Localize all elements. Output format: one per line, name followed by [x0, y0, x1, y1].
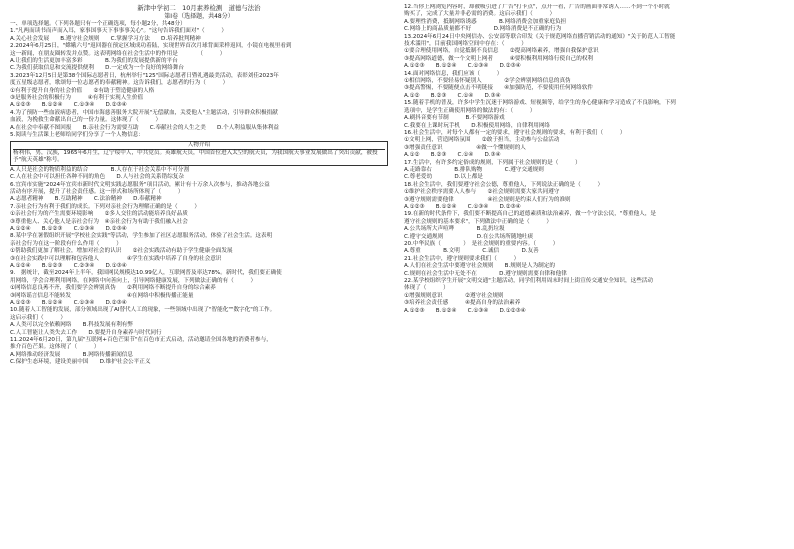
- question-line: A.①②③ B.①②④ C.①③④ D.②③④: [10, 102, 127, 109]
- question-line: C.网络上的商品质量都不好 D.网络消费是不正确的行为: [404, 26, 562, 33]
- profile-box: [10, 141, 388, 166]
- question-line: ①网络信息良莠不齐，我们要学会辨别真伪 ②利用网络不断提升自身的综合素养: [10, 285, 216, 292]
- question-line: 11.2024年6月20日，第九届"互联网+百色芒果节"在百色市正式启动，活动邀请全国各地的消费者参与，: [10, 337, 272, 344]
- question-line: A.公共场所大声喧哗 B.乱扔垃圾: [404, 226, 505, 233]
- question-line: A.①②④ B.①②③ C.②③④ D.①③④: [10, 263, 127, 269]
- question-line: A.尊重 B.文明 C.诚信 D.友善: [404, 248, 539, 255]
- question-line: 选项中，是学生正确使用网络的做法的有：（ ）: [404, 107, 536, 114]
- question-line: 5.阅读与生活课上老师给同学们分享了一个人物信息：: [10, 132, 144, 139]
- question-line: ①帮助我们更加了解社会，增加对社会的认识 ②社会实践活动有助于学生健康全面发展: [10, 248, 233, 255]
- left-question-list: [10, 21, 388, 367]
- question-line: 活动有序开展，提升了社会责任感。这一形式和场所体现了（ ）: [10, 188, 184, 195]
- question-line: 6.宜宾市实施"2024年宜宾市新时代文明实践志愿服务"项目活动，累计有十万余人次参与，推动各地公益: [10, 181, 270, 188]
- question-line: A.①②③ B.①②④ C.①③④ D.①②③④: [404, 307, 526, 314]
- question-line: A.①②④ B.①②③ C.①③④ D.②③④: [10, 225, 127, 232]
- question-line: A.①② B.②③ C.①④ D.③④: [404, 152, 501, 159]
- question-line: ①相信网络，不要轻易怀疑别人 ②学会辨别网络信息的真伪: [404, 78, 571, 85]
- question-line: ③在社会实践中可以理解和包容他人 ④学生在实践中培养了自身的社会意识: [10, 255, 222, 262]
- question-line: A.①② B.②③ C.①④ D.③④: [404, 92, 501, 99]
- question-line: 1."凡两而读书而声而入耳，家事国事天下事事事关心"。"这句告诉我们面对"（ ）: [10, 28, 228, 35]
- exam-title: 新津中学初二 10月素养检测 道德与法治: [137, 4, 261, 12]
- question-line: 一、单项选择题。（下列各题只有一个正确选项，每小题2分，共48分）: [10, 21, 186, 27]
- profile-box-title: 人物介绍: [13, 142, 385, 150]
- question-line: 购买了，完成了大量并非必需的消费。这启示我们（ ）: [404, 11, 556, 18]
- question-line: C.我要在上课时玩手机 D.积极使用网络，自律利用网络: [404, 122, 551, 129]
- question-line: 度五星级志愿者，歌颂每一位志愿者的奉献精神。这告诉我们，志愿者的行为（ ）: [10, 80, 229, 87]
- question-line: ③提高警惕，不要随便点击不明链接 ④加强防范，不要使用任何网络软件: [404, 85, 594, 92]
- question-line: 15.随着手机的普及，许多中学生沉迷于网络游戏、短视频等，给学生的身心健康和学习造成了不良影响，下列: [404, 100, 676, 107]
- question-line: C.为我们获取信息和交流提供便利 D.一定成为一个良好的网络舞台: [10, 65, 184, 72]
- question-line: ③培养社会责任感 ④提高自身的法治素养: [404, 300, 521, 307]
- question-line: A.人只是社会的物质利益的结合 B.人存在于社会关系中不可分割: [10, 166, 189, 173]
- question-line: A.刷抖音要有节制 B.不要网络游戏: [404, 115, 505, 122]
- question-line: 9. 据统计，截至2024年上半年，我国网民规模达10.99亿人，互联网普及率达78%。新时代，我们要正确使: [10, 270, 282, 277]
- question-line: ③尊重他人、关心他人是亲社会行为 ④亲社会行为有助于我们融入社会: [10, 218, 188, 225]
- question-line: 7.亲社会行为有利于我们的成长。下列对亲社会行为理解正确的是（ ）: [10, 203, 200, 210]
- question-line: A.在社会中奉献不图回报 B.亲社会行为需要互助 C.奉献社会的人生之美 D.个人利益服从集体利益: [10, 124, 280, 131]
- question-line: 17.生活中，有许多约定俗成的规则，下列属于社会规则的是（ ）: [404, 159, 581, 166]
- question-line: A.关心社会发展 B.遵守社会规则 C.掌握学习方法 D.培养批判精神: [10, 35, 201, 42]
- question-line: 推介百色芒果。这体现了（ ）: [10, 344, 100, 351]
- left-column: [10, 4, 388, 544]
- question-line: C.规则在社会生活中无处不在 D.遵守规则需要自律和他律: [404, 270, 567, 277]
- question-line: 10.随着人工智能的发展，部分领域出现了AI替代人工的现象，一些领域中出现了"智能化""数字化"的工作。: [10, 307, 276, 314]
- section-subtitle: 第I卷（选择题，共48分）: [164, 13, 234, 20]
- question-line: ①要合理使用网络，自觉抵制不良信息 ②提高网络素养，增强自我保护意识: [404, 48, 599, 55]
- question-line: C.保护生态环境，建设美丽中国 D.维护社会公平正义: [10, 359, 151, 366]
- question-line: ①有利于提升自身的社会价值 ②有助于塑造健康的人格: [10, 87, 155, 94]
- question-line: A.走路靠右 B.排队购物 C.遵守交通规则: [404, 166, 544, 173]
- question-line: 用网络，学会合理利用网络，在网络中向善向上，引导网络健康发展，下列做法正确的有（ ）: [10, 277, 257, 284]
- question-line: A.①②③ B.①②④ C.①③④ D.②③④: [404, 63, 521, 70]
- question-line: 19.在新的时代条件下，我们要不断提高自己的道德素质和法治素养，做一个守法公民，"尊重他人，是: [404, 211, 657, 218]
- question-line: ①文明上网，营造网络氛围 ②敢于担当，主动参与公益活动: [404, 137, 560, 144]
- question-line: 体现了（ ）: [404, 285, 449, 292]
- question-line: 4.为了预防一些血液病患者，中国市海慈善服务大院开展"无偿献血，关爱他人"主题活动，引导群众积极捐献: [10, 109, 278, 116]
- question-line: 20.中华民族（ ） 是社会规则的重要内容。（ ）: [404, 241, 559, 247]
- question-line: A.①②③ B.①②④ C.①③④ D.②③④: [404, 203, 521, 210]
- question-line: 14.面对网络信息，我们应该（ ）: [404, 70, 503, 77]
- right-question-list: [404, 4, 782, 315]
- question-line: C.人在社会中可以担任各种不同的角色 D.人与社会的关系错综复杂: [10, 174, 184, 181]
- question-line: A.让我们的生活更加丰富多彩 B.为我们的发展提供新的平台: [10, 58, 178, 65]
- question-line: 亲社会行为在这一阶段有什么作用（ ）: [10, 240, 122, 247]
- question-line: ①维护社会秩序需要人人参与 ②社会规则需要大家共同遵守: [404, 189, 560, 196]
- question-line: A.志愿者精神 B.互助精神 C.法治精神 D.奉献精神: [10, 196, 162, 203]
- question-line: 12.当你上网浏览内容时，却被吸引进了广告"打卡点"，点开一看，广告的画面非常诱人……不到一个小时就: [404, 4, 670, 10]
- question-line: A.①②③ B.①②④ C.①③④ D.②③④: [10, 300, 127, 307]
- question-line: 2.2024年6月25日，"嫦娥六号"返回器在预定区域成功着陆，实现世界首次月球背面采样返回，小镜在电视里看到: [10, 43, 292, 50]
- profile-box-text: 杨利伟，男，汉族，1965年6月生，辽宁绥中人，中共党员。英雄航天员，中国首位进入太空的航天员，为我国航天事业发展做出了突出贡献，被授予"航天英雄"称号。: [13, 149, 378, 164]
- question-line: 技术滥用"，目前我国网络空间中存在：（ ）: [404, 41, 527, 48]
- question-line: 血液，为挽救生命献出自己的一份力量。这体现了（ ）: [10, 117, 162, 124]
- question-line: 16.社会生活中，对每个人都有一定的要求，遵守社会规则的要求，有利于我们（ ）: [404, 129, 626, 136]
- question-line: 13.2024年6月24日中央网信办、公安部等联合印发《关于规范网络直播营销活动的通知》"关于防范人工智能: [404, 33, 676, 40]
- question-line: 这一新闻，在朋友圈转发并点赞。这表明网络在社会生活中的作用是 （ ）: [10, 50, 226, 57]
- question-line: ③遵守规则需要他律 ④社会规则是约束人们行为的准则: [404, 196, 571, 203]
- question-line: ①增强规则意识 ②遵守社会规则: [404, 292, 504, 299]
- question-line: 3.2023年12月5日是第38个国际志愿者日，杭州举行"125"国际志愿者日暨礼遇最美活动，表彰刘佳2023年: [10, 72, 279, 79]
- question-line: C.遵守交通规则 D.在公共场所随地吐痰: [404, 233, 534, 240]
- question-line: 8.某中学在暑假组织开展"学校社会实践"等活动，学生参加了社区志愿服务活动，体验了社会生活。这表明: [10, 233, 273, 240]
- question-line: 遵守社会规则的基本要求"，下列做法中正确的是（ ）: [404, 218, 553, 225]
- question-line: A.网络推动经济发展 B.网络传播新闻信息: [10, 351, 133, 358]
- right-column: [404, 4, 782, 544]
- question-line: 21.社会生活中，遵守规则要求我们（ ）: [404, 255, 520, 262]
- question-line: C.尊老爱幼 D.以上都是: [404, 174, 483, 181]
- question-line: 这启示我们（ ）: [10, 314, 66, 321]
- question-line: C.人工智能让人类失去工作 D.要提升自身素养与时代同行: [10, 329, 162, 336]
- question-line: ③是服务社会的积极行为 ④有利于实现人生价值: [10, 95, 144, 102]
- question-line: A.人们在社会生活中要遵守社会规则 B.规则是人为制定的: [404, 263, 555, 270]
- question-line: A.人类可以完全依赖网络 B.科技发展有利有弊: [10, 322, 133, 329]
- question-line: ③提高网络道德，做一个文明上网者 ④要积极利用网络行使自己的权利: [404, 55, 594, 62]
- question-line: ①亲社会行为的产生需要环境影响 ②多人交往的活动能培养良好品质: [10, 211, 188, 218]
- question-line: ③增强责任意识 ④做一个懂规则的人: [404, 144, 526, 151]
- question-line: 22.某学校组织学生开展"文明交通"主题活动，同学们利用周末时间上街宣传交通安全知识，这些活动: [404, 278, 653, 285]
- question-line: 18.社会生活中，我们要遵守社会公德，尊重他人，下列说法正确的是（ ）: [404, 181, 604, 188]
- question-line: A.要理性消费，抵制网络诱惑 B.网络消费会加重家庭负担: [404, 18, 567, 25]
- question-line: ③网络谣言信息不能转发 ④在网络中积极传播正能量: [10, 292, 194, 299]
